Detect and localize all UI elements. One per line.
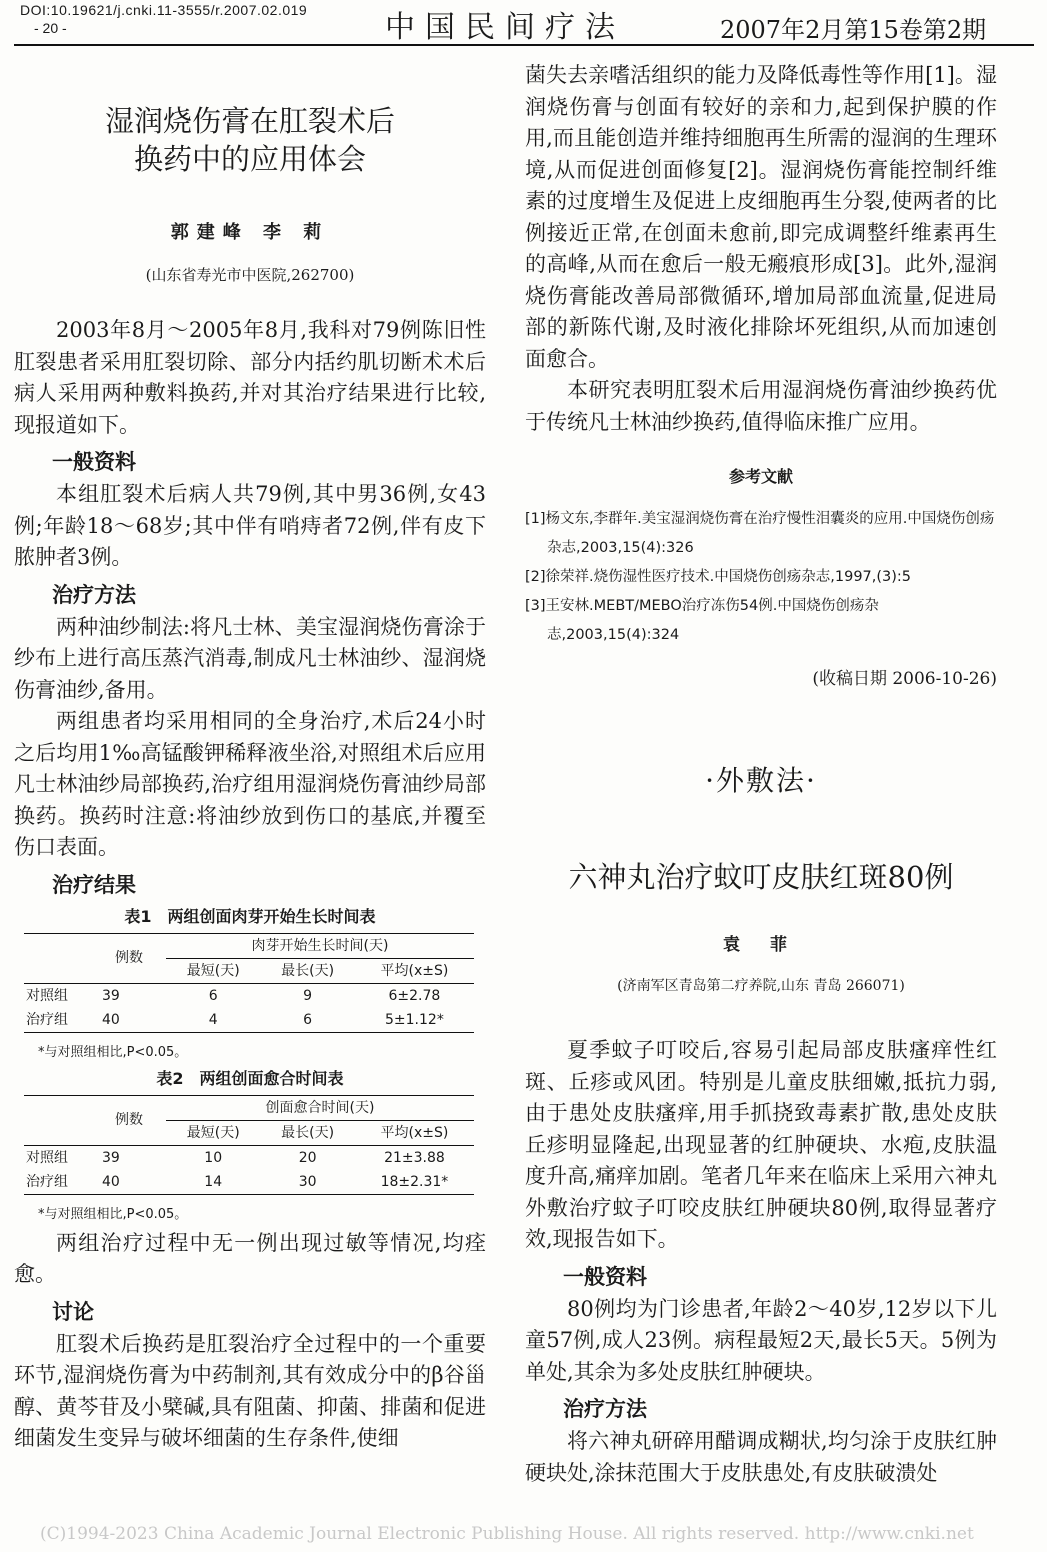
table1-row1-n: 39 [102,987,120,1004]
table2-row2-group: 治疗组 [26,1173,68,1190]
article2-heading-general: 一般资料 [563,1264,647,1289]
table2-row2-max: 30 [298,1173,317,1190]
reference-2: [2]徐荣祥.烧伤湿性医疗技术.中国烧伤创疡杂志,1997,(3):5 [525,569,912,585]
article1-discussion-p1: 肛裂术后换药是肛裂治疗全过程中的一个重要环节,湿润烧伤膏为中药制剂,其有效成分中的β谷甾醇、黄芩苷及小檗碱,具有阻菌、抑菌、排菌和促进细菌发生变异与破坏细菌的生存条件,使细 [14,1331,486,1450]
article1-method-p2: 两组患者均采用相同的全身治疗,术后24小时之后均用1‰高锰酸钾稀释液坐浴,对照组术后应用凡士林油纱局部换药,治疗组用湿润烧伤膏油纱局部换药。换药时注意:将油纱放到伤口的基底,并覆至伤口表面。 [14,709,486,859]
article2-title: 六神丸治疗蚊叮皮肤红斑80例 [568,860,954,894]
reference-1: [1]杨文东,李群年.美宝湿润烧伤膏在治疗慢性泪囊炎的应用.中国烧伤创疡杂志,2003,15(4):326 [525,511,995,556]
section-title: ·外敷法· [705,764,817,797]
table1-group-header: 肉芽开始生长时间(天) [166,933,474,958]
table1-row2-group: 治疗组 [26,1011,68,1028]
article1-title [14,102,486,178]
article2-method: 将六神丸研碎用醋调成糊状,均匀涂于皮肤红肿硬块处,涂抹范围大于皮肤患处,有皮肤破溃处 [525,1429,997,1485]
article1-method-p1: 两种油纱制法:将凡士林、美宝湿润烧伤膏涂于纱布上进行高压蒸汽消毒,制成凡士林油纱、湿润烧伤膏油纱,备用。 [14,614,486,702]
article1-discussion-p1-cont: 菌失去亲嗜活组织的能力及降低毒性等作用[1]。湿润烧伤膏与创面有较好的亲和力,起到保护膜的作用,而且能创造并维持细胞再生所需的湿润的生理环境,从而促进创面修复[2]。湿润烧伤膏能控制纤维素的过度增生及促进上皮细胞再生分裂,使两者的比例接近正常,在创面未愈前,即完成调整纤维素再生的高峰,从而在愈后一般无瘢痕形成[3]。此外,湿润烧伤膏能改善局部微循环,增加局部血流量,促进局部的新陈代谢,及时液化排除坏死组织,从而加速创面愈合。 [525,63,997,371]
table-row [24,983,474,1008]
issue-info: 2007年2月第15卷第2期 [720,16,987,44]
table-row [24,1008,474,1033]
table2-row1-max: 20 [298,1149,317,1166]
table2 [24,1095,474,1195]
doi-text: DOI:10.19621/j.cnki.11-3555/r.2007.02.019 [20,2,308,18]
table1-row2-min: 4 [208,1011,218,1028]
header-rule [14,44,1034,46]
copyright-footer: (C)1994-2023 China Academic Journal Electronic Publishing House. All rights reserved. http://www.cnki.net [40,1524,974,1544]
table1-note: *与对照组相比,P<0.05。 [38,1044,188,1060]
table2-col-max: 最长(天) [281,1124,335,1141]
table1-row1-group: 对照组 [26,987,68,1004]
article1-result-text: 两组治疗过程中无一例出现过敏等情况,均痊愈。 [14,1230,486,1286]
table2-row2-n: 40 [102,1173,120,1190]
article1-authors: 郭建峰 李 莉 [170,222,330,243]
article1-discussion-p2: 本研究表明肛裂术后用湿润烧伤膏油纱换药优于传统凡士林油纱换药,值得临床推广应用。 [525,378,997,434]
left-column [14,60,486,1455]
article2-general: 80例均为门诊患者,年龄2～40岁,12岁以下儿童57例,成人23例。病程最短2天,最长5天。5例为单处,其余为多处皮肤红肿硬块。 [525,1296,997,1384]
table2-row1-mean: 21±3.88 [384,1149,445,1166]
article1-title-line2: 换药中的应用体会 [133,142,366,176]
heading-method: 治疗方法 [52,582,136,607]
table2-note: *与对照组相比,P<0.05。 [38,1206,188,1222]
table2-row2-min: 14 [204,1173,223,1190]
table-row [24,1145,474,1170]
table1-caption: 表1 两组创面肉芽开始生长时间表 [124,906,376,926]
table2-group-header: 创面愈合时间(天) [166,1095,474,1120]
article1-title-line1: 湿润烧伤膏在肛裂术后 [104,104,395,138]
page-header [0,0,1047,46]
reference-3: [3]王安林.MEBT/MEBO治疗冻伤54例.中国烧伤创疡杂志,2003,15(4):324 [525,598,879,643]
references-heading: 参考文献 [728,467,793,486]
table2-caption: 表2 两组创面愈合时间表 [156,1068,344,1088]
heading-discussion: 讨论 [52,1299,94,1324]
right-column [525,60,997,1489]
table-row [24,1170,474,1195]
table1-row2-n: 40 [102,1011,120,1028]
journal-name: 中国民间疗法 [385,10,625,45]
heading-general: 一般资料 [52,450,136,474]
table2-row1-min: 10 [204,1149,223,1166]
table2-col-cases: 例数 [115,1112,143,1128]
received-date: (收稿日期 2006-10-26) [812,669,997,689]
table1-col-mean: 平均(x±S) [380,962,449,979]
article2-affiliation: (济南军区青岛第二疗养院,山东 青岛 266071) [617,978,905,994]
table1-col-cases: 例数 [115,950,143,966]
table2-row1-n: 39 [102,1149,120,1166]
table1-row2-mean: 5±1.12* [385,1011,444,1028]
table1-row1-max: 9 [303,987,313,1004]
table1 [24,933,474,1033]
table1-col-min: 最短(天) [186,962,240,979]
table2-row2-mean: 18±2.31* [380,1173,449,1190]
table1-row1-min: 6 [208,987,218,1004]
article2-intro: 夏季蚊子叮咬后,容易引起局部皮肤瘙痒性红斑、丘疹或风团。特别是儿童皮肤细嫩,抵抗力弱,由于患处皮肤瘙痒,用手抓挠致毒素扩散,患处皮肤丘疹明显隆起,出现显著的红肿硬块、水疱,皮肤温度升高,痛痒加剧。笔者几年来在临床上采用六神丸外敷治疗蚊子叮咬皮肤红肿硬块80例,取得显著疗效,现报告如下。 [525,1038,997,1251]
table2-col-min: 最短(天) [186,1124,240,1141]
article2-heading-method: 治疗方法 [563,1397,647,1421]
table1-col-max: 最长(天) [281,962,335,979]
article1-affiliation: (山东省寿光市中医院,262700) [145,266,355,284]
table1-row1-mean: 6±2.78 [388,987,441,1004]
page-number: - 20 - [34,20,67,36]
article1-intro: 2003年8月～2005年8月,我科对79例陈旧性肛裂患者采用肛裂切除、部分内括约肌切断术术后病人采用两种敷料换药,并对其治疗结果进行比较,现报道如下。 [14,318,486,437]
article1-general: 本组肛裂术后病人共79例,其中男36例,女43例;年龄18～68岁;其中伴有哨痔者72例,伴有皮下脓肿者3例。 [14,482,486,569]
article2-author: 袁 菲 [723,935,799,955]
table2-col-mean: 平均(x±S) [380,1124,449,1141]
heading-result: 治疗结果 [52,872,136,897]
table1-row2-max: 6 [303,1011,313,1028]
table2-row1-group: 对照组 [26,1149,68,1166]
